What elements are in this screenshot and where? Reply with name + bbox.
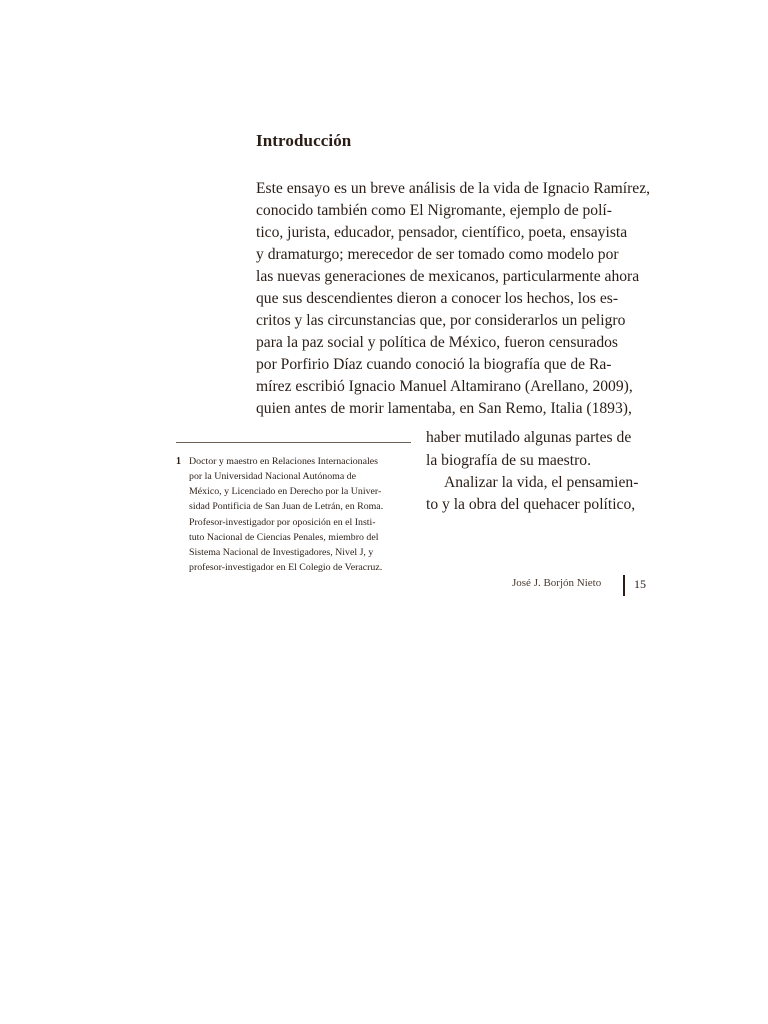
- footnote-line: Sistema Nacional de Investigadores, Nivel J, y: [189, 547, 374, 558]
- body-line: critos y las circunstancias que, por considerarlos un peligro: [256, 312, 626, 329]
- footnote-line: profesor-investigador en El Colegio de Veracruz.: [189, 562, 383, 573]
- body-line: tico, jurista, educador, pensador, científico, poeta, ensayista: [256, 224, 628, 241]
- body-line: to y la obra del quehacer político,: [426, 496, 636, 513]
- footnote-line: tuto Nacional de Ciencias Penales, miembro del: [189, 532, 379, 543]
- footnote-line: Doctor y maestro en Relaciones Internacionales: [189, 456, 378, 467]
- author-name: José J. Borjón Nieto: [512, 577, 602, 589]
- body-line: haber mutilado algunas partes de: [426, 429, 632, 446]
- body-line: y dramaturgo; merecedor de ser tomado como modelo por: [256, 246, 619, 263]
- footnote-line: México, y Licenciado en Derecho por la Univer-: [189, 486, 382, 497]
- body-line: para la paz social y política de México, fueron censurados: [256, 334, 618, 351]
- footnote-divider: [176, 442, 411, 443]
- running-footer: [512, 575, 649, 597]
- body-line: que sus descendientes dieron a conocer los hechos, los es-: [256, 290, 619, 307]
- body-line: conocido también como El Nigromante, ejemplo de polí-: [256, 202, 612, 219]
- section-heading: Introducción: [256, 131, 352, 150]
- body-line: por Porfirio Díaz cuando conoció la biografía que de Ra-: [256, 356, 612, 373]
- body-line: mírez escribió Ignacio Manuel Altamirano (Arellano, 2009),: [256, 378, 633, 395]
- body-line: quien antes de morir lamentaba, en San Remo, Italia (1893),: [256, 400, 632, 417]
- footnote-line: Profesor-investigador por oposición en el Insti-: [189, 517, 376, 528]
- footer-separator: [623, 575, 625, 596]
- body-line: las nuevas generaciones de mexicanos, particularmente ahora: [256, 268, 640, 285]
- footnote-line: sidad Pontificia de San Juan de Letrán, en Roma.: [189, 501, 384, 512]
- page-number: 15: [634, 577, 646, 591]
- footnote-line: por la Universidad Nacional Autónoma de: [189, 471, 357, 482]
- body-line: Analizar la vida, el pensamien-: [444, 474, 639, 491]
- body-line: la biografía de su maestro.: [426, 452, 591, 469]
- footnote-number: 1: [176, 456, 181, 467]
- body-line: Este ensayo es un breve análisis de la vida de Ignacio Ramírez,: [256, 180, 651, 197]
